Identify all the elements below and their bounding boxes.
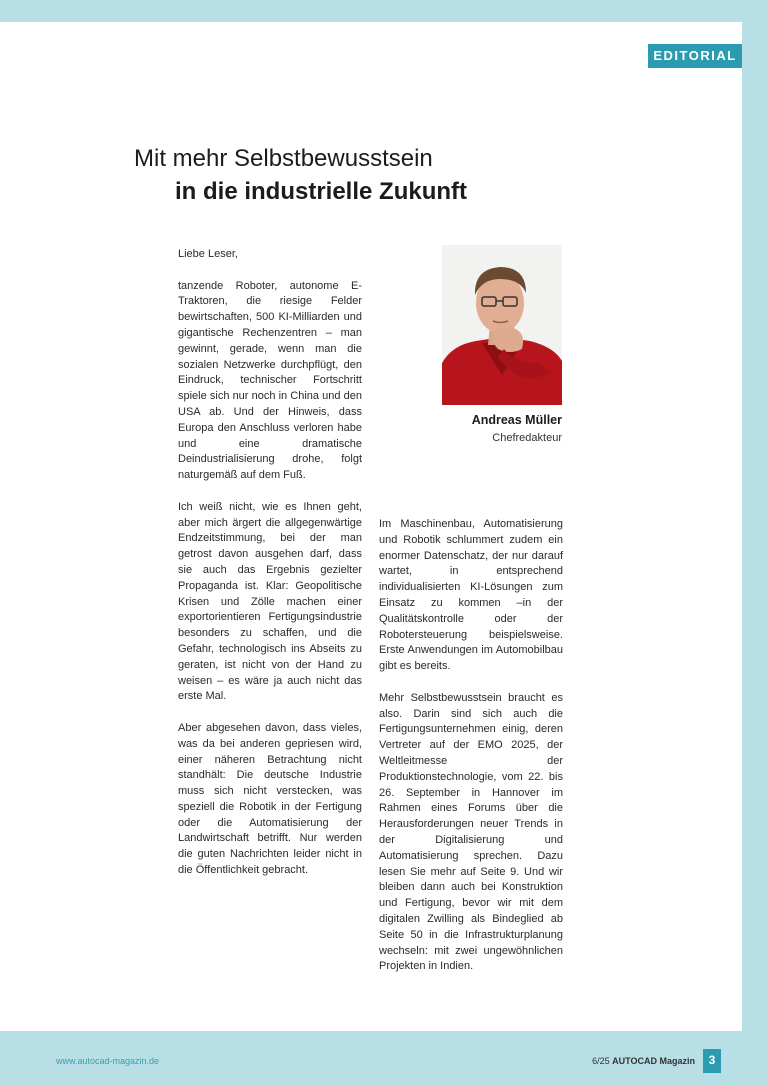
headline-line-1: Mit mehr Selbstbewusstsein: [134, 145, 433, 172]
author-portrait: [442, 245, 562, 405]
paragraph: tanzende Roboter, autonome E-Traktoren, die riesige Felder bewirtschaften, 500 KI-Milliarden und gigantische Rechenzentren – man gewinnt, gerade, wenn man die sozialen Netzwerke durchpflügt, den Eindruck, technischer Fortschritt spiele sich nur noch in China und den USA ab. Und der Hinweis, dass Europa den Anschluss verloren habe und eine dramatische Deindustrialisierung drohe, folgt naturgemäß auf dem Fuß.: [178, 279, 362, 482]
footer-url-link[interactable]: www.autocad-magazin.de: [56, 1056, 160, 1066]
page-number: 3: [703, 1049, 721, 1073]
section-tag: EDITORIAL: [648, 44, 742, 68]
portrait-photo: [442, 245, 562, 405]
greeting: Liebe Leser,: [178, 248, 238, 260]
author-role: Chefredakteur: [492, 432, 562, 444]
headline-line-2: in die industrielle Zukunft: [175, 178, 468, 205]
magazine-page: [0, 22, 742, 1031]
paragraph: Aber abgesehen davon, dass vieles, was da bei anderen gepriesen wird, einer näheren Betrachtung nicht standhält: Die deutsche Industrie muss sich nicht verstecken, was speziell die Robotik in der Fertigung oder die Automatisierung der Landwirtschaft betrifft. Nur werden die guten Nachrichten leider nicht in die Öffentlichkeit gebracht.: [178, 721, 362, 877]
left-column: [178, 247, 362, 895]
footer-issue: [540, 1056, 695, 1066]
magazine-name: AUTOCAD Magazin: [612, 1056, 695, 1066]
right-column: [379, 517, 563, 991]
issue-number: 6/25: [592, 1056, 610, 1066]
author-name: Andreas Müller: [471, 413, 562, 427]
paragraph: Mehr Selbstbewusstsein braucht es also. Darin sind sich auch die Fertigungsunternehmen einig, deren Vertreter auf der EMO 2025, der Weltleitmesse der Produktionstechnologie, vom 22. bis 26. September in Hannover im Rahmen eines Forums über die Herausforderungen neuer Trends in der Digitalisierung und Automatisierung sprechen. Dazu lesen Sie mehr auf Seite 9. Und wir bleiben dann auch bei Konstruktion und Fertigung, bevor wir mit dem digitalen Zwilling als Bindeglied ab Seite 50 in die Infrastrukturplanung wechseln: mit zwei ungewöhnlichen Projekten in Indien.: [379, 691, 563, 973]
paragraph: Im Maschinenbau, Automatisierung und Robotik schlummert zudem ein enormer Datenschatz, der nur darauf wartet, in entsprechend individualisierten KI-Lösungen zum Einsatz zu kommen –in der Qualitätskontrolle oder der Robotersteuerung beispielsweise. Erste Anwendungen im Automobilbau gibt es bereits.: [379, 518, 563, 673]
paragraph: Ich weiß nicht, wie es Ihnen geht, aber mich ärgert die allgegenwärtige Endzeitstimmung, bei der man getrost davon ausgehen darf, dass sie auch das Ergebnis gezielter Propaganda ist. Klar: Geopolitische Krisen und Zölle machen einer exportorientieren Fertigungsindustrie besonders zu schaffen, und die Gefahr, technologisch ins Abseits zu geraten, ist nicht von der Hand zu weisen – es wäre ja auch nicht das erste Mal.: [178, 500, 362, 703]
